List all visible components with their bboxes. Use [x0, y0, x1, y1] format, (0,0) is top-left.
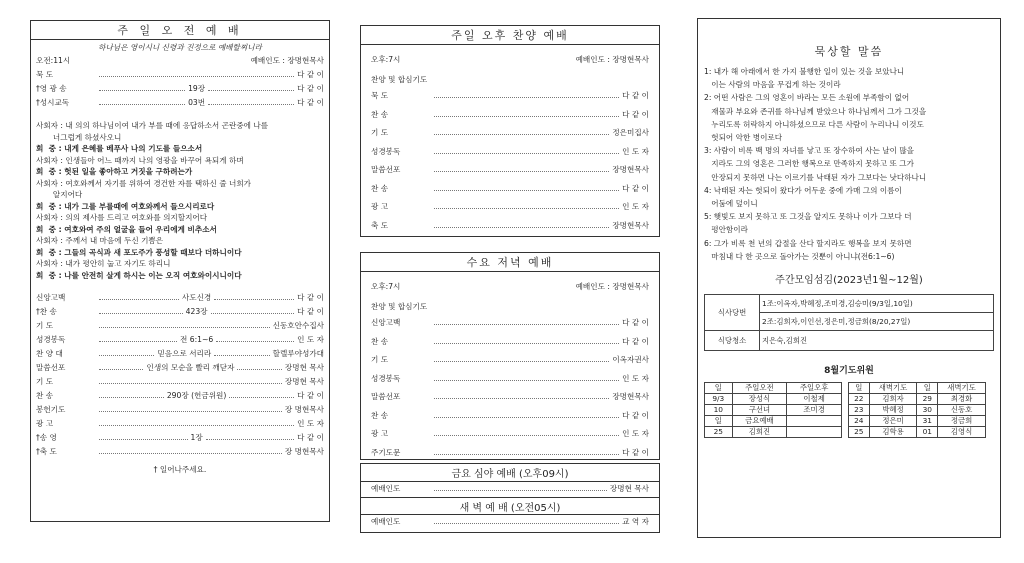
order-person: 다 같 이: [622, 447, 649, 457]
prayer-cell: 01: [917, 427, 938, 438]
prayer-cell: 29: [917, 394, 938, 405]
prayer-cell: 31: [917, 416, 938, 427]
morning-footer: † 일어나주세요.: [153, 465, 207, 474]
morning-title-box: [30, 20, 330, 40]
friday-row-box: [360, 481, 660, 497]
litany-line: 알지어다: [36, 190, 83, 199]
order-row: [371, 407, 649, 426]
order-label: 찬 양 대: [36, 349, 63, 358]
order-row: [36, 431, 324, 445]
order-row: [371, 351, 649, 370]
dawn-row: [371, 515, 649, 529]
litany-line: 회 중 : 내가 그를 부를때에 여호와께서 들으시리로다: [36, 201, 215, 211]
prayer-cell: 정금희: [938, 416, 986, 427]
order-label: 봉헌기도: [36, 405, 66, 414]
meal-label: 식사당번: [705, 295, 760, 331]
prayer-cell: [787, 427, 842, 438]
dawn-who: 교 역 자: [622, 517, 649, 526]
morning-time-row: [36, 54, 324, 68]
order-content: 423장: [185, 307, 208, 316]
prayer-cell: 일: [705, 383, 733, 394]
order-row: [36, 291, 324, 305]
prayer-cell: 김희진: [732, 427, 787, 438]
order-label: 묵 도: [36, 70, 54, 79]
order-person: 인 도 자: [622, 429, 649, 438]
prayer-cell: 30: [917, 405, 938, 416]
meditation-line: 누리도록 허락하지 아니하셨으므로 다른 사람이 누리나니 이것도: [704, 119, 924, 129]
order-row: [36, 68, 324, 82]
leader-dots: [99, 334, 177, 342]
litany-line: 사회자 : 여호와께서 자기를 위하여 경건한 자를 택하신 줄 너희가: [36, 178, 252, 188]
litany-line: 사회자 : 내가 평안히 눕고 자기도 하리니: [36, 259, 171, 268]
prayer-cell: 김희자: [869, 394, 917, 405]
order-content: 03번: [188, 98, 206, 107]
order-content: 290장 (헌금위원): [166, 391, 227, 400]
afternoon-time-row: [371, 53, 649, 67]
litany-line: 회 중 : 내게 은혜를 베푸사 나의 기도를 들으소서: [36, 144, 203, 153]
litany-line: 회 중 : 그들의 곡식과 새 포도주가 풍성할 때보다 더하니이다: [36, 247, 242, 257]
litany-line: 회 중 : 나를 안전히 살게 하시는 이는 오직 여호와이시니이다: [36, 270, 242, 280]
order-person: 장명현목사: [612, 165, 649, 174]
meditation-text: [704, 65, 994, 263]
order-row: [371, 198, 649, 217]
order-label: 찬 송: [371, 336, 389, 346]
afternoon-list: [371, 87, 649, 235]
order-content: 믿음으로 서리라: [157, 349, 212, 358]
leader-dots: [434, 373, 619, 381]
leader-dots: [434, 428, 619, 436]
weekly-table: [704, 294, 994, 351]
friday-label: 예배인도: [371, 484, 401, 493]
weekly-meal-row-1: [705, 295, 994, 313]
litany-line: 너그럽게 하셨사오니: [36, 132, 122, 142]
order-person: 다 같 이: [622, 91, 649, 100]
order-label: 찬 송: [371, 109, 389, 119]
leader-dots: [99, 432, 188, 440]
order-person: 신동호안수집사: [272, 321, 324, 330]
prayer-cell: 새벽기도: [938, 383, 986, 394]
order-row: [36, 347, 324, 361]
leader-dots: [99, 362, 143, 370]
prayer-cell: 김학용: [869, 427, 917, 438]
order-person: 다 같 이: [622, 318, 649, 327]
order-row: [371, 161, 649, 180]
order-label: †영 광 송: [36, 84, 67, 93]
prayer-cell: [787, 416, 842, 427]
meditation-line: 어둠에 덮이니: [704, 199, 758, 209]
order-person: 다 같 이: [622, 183, 649, 193]
prayer-cell: 25: [705, 427, 733, 438]
order-row: [371, 143, 649, 162]
friday-row: [371, 482, 649, 496]
wednesday-time-row: [371, 280, 649, 294]
order-person: 인 도 자: [297, 335, 325, 344]
leader-dots: [208, 83, 294, 91]
prayer-header-row: [705, 416, 842, 427]
order-label: †송 영: [36, 433, 57, 442]
order-label: 말씀선포: [371, 392, 401, 401]
order-label: 성경봉독: [371, 146, 401, 156]
order-label: 찬 송: [36, 391, 54, 400]
order-label: 묵 도: [371, 91, 389, 100]
afternoon-leader: 예배인도 : 장명현목사: [575, 55, 649, 64]
leader-dots: [214, 348, 269, 356]
afternoon-worship-panel: [360, 25, 660, 237]
order-label: 광 고: [371, 202, 389, 211]
prayer-cell: 정은미: [869, 416, 917, 427]
leader-dots: [434, 336, 619, 344]
litany-line: 사회자 : 의의 제사를 드리고 여호와를 의지할지어다: [36, 213, 208, 222]
order-person: 인 도 자: [622, 146, 649, 156]
prayer-left-table: [704, 382, 842, 438]
order-label: 성경봉독: [371, 373, 401, 383]
prayer-header-row: [849, 383, 986, 394]
order-person: 장 명현목사: [284, 405, 324, 414]
litany-line: 사회자 : 내 의의 하나님이여 내가 부를 때에 응답하소서 곤란중에 나를: [36, 121, 269, 130]
wednesday-list: [371, 314, 649, 462]
prayer-cell: 24: [849, 416, 870, 427]
order-label: 말씀선포: [371, 165, 401, 174]
leader-dots: [99, 376, 282, 384]
order-row: [36, 403, 324, 417]
meditation-line: 2: 어떤 사람은 그의 영혼이 바라는 모든 소원에 부족함이 없어: [704, 93, 910, 103]
order-label: 주기도문: [371, 447, 401, 457]
dawn-title: 새 벽 예 배 (오전05시): [459, 502, 561, 514]
leader-dots: [216, 334, 294, 342]
order-row: [371, 124, 649, 143]
meditation-line: 6: 그가 비록 천 년의 갑절을 산다 할지라도 행복을 보지 못하면: [704, 238, 912, 248]
meditation-line: 안장되지 못하면 나는 이르기를 낙태된 자가 그보다는 낫다하나니: [704, 172, 927, 182]
meditation-line: 평안함이라: [704, 225, 748, 235]
prayer-row: [705, 394, 842, 405]
wednesday-intro: 찬양 및 합심기도: [371, 302, 428, 311]
friday-title-box: [360, 463, 660, 481]
leader-dots: [99, 390, 164, 398]
meditation-line: 4: 낙태된 자는 헛되이 왔다가 어두운 중에 가매 그의 이름이: [704, 185, 902, 195]
prayer-cell: 25: [849, 427, 870, 438]
friday-dots: [434, 483, 607, 491]
order-person: 다 같 이: [297, 391, 325, 400]
prayer-cell: 주일오전: [732, 383, 787, 394]
leader-dots: [206, 432, 295, 440]
order-person: 다 같 이: [297, 433, 325, 442]
order-person: 장명현 목사: [284, 377, 324, 386]
meditation-title: 묵상할 말씀: [814, 45, 884, 58]
order-content: 전 6:1~6: [180, 335, 214, 344]
wednesday-body: [360, 272, 660, 460]
litany-line: 회 중 : 헛된 일을 좋아하고 거짓을 구하려는가: [36, 167, 193, 176]
order-person: 장 명현목사: [284, 447, 324, 456]
leader-dots: [99, 348, 154, 356]
wednesday-worship-panel: [360, 252, 660, 460]
leader-dots: [229, 390, 294, 398]
prayer-cell: 구선녀: [732, 405, 787, 416]
order-person: 장명현목사: [612, 220, 649, 230]
order-row: [36, 375, 324, 389]
order-label: 광 고: [371, 429, 389, 438]
morning-time: 오전:11시: [36, 56, 71, 65]
prayer-tables: [704, 382, 994, 438]
afternoon-title: 주일 오후 찬양 예배: [451, 29, 569, 42]
prayer-cell: 일: [849, 383, 870, 394]
prayer-row: [705, 427, 842, 438]
order-label: 찬 송: [371, 410, 389, 420]
leader-dots: [434, 410, 619, 418]
wednesday-title: 수요 저녁 예배: [466, 256, 554, 269]
order-label: 성경봉독: [36, 335, 66, 344]
order-row: [371, 333, 649, 352]
meditation-line: 헛되어 악한 병이로다: [704, 133, 783, 143]
order-person: 다 같 이: [622, 410, 649, 420]
prayer-right-table: [848, 382, 986, 438]
prayer-cell: 일: [917, 383, 938, 394]
friday-who: 장명현 목사: [609, 484, 649, 493]
leader-dots: [99, 418, 294, 426]
order-label: 기 도: [36, 377, 54, 386]
meditation-line: 3: 사람이 비록 백 명의 자녀를 낳고 또 장수하여 사는 날이 많을: [704, 146, 914, 156]
order-person: 인 도 자: [622, 202, 649, 211]
order-person: 다 같 이: [297, 84, 324, 93]
weekly-title: 주간모임섬김(2023년1월~12월): [775, 275, 923, 287]
order-row: [371, 217, 649, 236]
leader-dots: [208, 97, 294, 105]
prayer-cell: 박혜정: [869, 405, 917, 416]
leader-dots: [434, 201, 619, 209]
meditation-line: 재물과 부요와 존귀를 하나님께 받았으나 하나님께서 그가 그것을: [704, 106, 927, 116]
order-person: 인 도 자: [622, 373, 649, 383]
leader-dots: [434, 146, 619, 154]
prayer-cell: 금요예배: [732, 416, 787, 427]
order-label: 찬 송: [371, 183, 389, 193]
meditation-line: 5: 햇빛도 보지 못하고 또 그것을 알지도 못하나 이가 그보다 더: [704, 212, 912, 222]
prayer-cell: 새벽기도: [869, 383, 917, 394]
morning-title: 주 일 오 전 예 배: [117, 24, 243, 37]
morning-bottom-list: [36, 291, 324, 459]
leader-dots: [99, 83, 185, 91]
litany-line: 사회자 : 주께서 내 마음에 두신 기쁨은: [36, 236, 164, 245]
order-content: 사도신경: [181, 293, 212, 302]
order-person: 장명현 목사: [284, 363, 324, 372]
leader-dots: [434, 90, 619, 98]
order-row: [36, 445, 324, 459]
leader-dots: [434, 354, 609, 362]
dawn-dots: [434, 516, 619, 524]
prayer-cell: 신동호: [938, 405, 986, 416]
leader-dots: [99, 404, 282, 412]
prayer-cell: 10: [705, 405, 733, 416]
order-label: 기 도: [36, 321, 54, 330]
order-row: [36, 389, 324, 403]
order-person: 다 같 이: [297, 293, 324, 302]
order-row: [371, 444, 649, 463]
leader-dots: [434, 447, 619, 455]
order-row: [371, 87, 649, 106]
prayer-cell: 주일오후: [787, 383, 842, 394]
leader-dots: [434, 317, 619, 325]
order-label: 말씀선포: [36, 363, 66, 372]
order-label: †찬 송: [36, 307, 57, 316]
order-person: 인 도 자: [297, 419, 324, 428]
order-content: 19장: [188, 84, 206, 93]
afternoon-body: [360, 45, 660, 237]
prayer-cell: 최경화: [938, 394, 986, 405]
dawn-title-box: [360, 497, 660, 515]
clean-who: 지은숙,김희진: [760, 331, 994, 351]
leader-dots: [237, 362, 281, 370]
order-label: 축 도: [371, 220, 389, 230]
prayer-row: [705, 405, 842, 416]
morning-subtitle: 하나님은 영이시니 신령과 진정으로 예배할찌니라: [98, 43, 262, 52]
prayer-row: [849, 427, 986, 438]
leader-dots: [434, 164, 609, 172]
prayer-cell: 조미경: [787, 405, 842, 416]
order-label: 기 도: [371, 355, 389, 364]
morning-worship-panel: [30, 20, 330, 525]
prayer-cell: 일: [705, 416, 733, 427]
order-person: 정은미집사: [612, 128, 649, 137]
order-person: 다 같 이: [622, 109, 649, 119]
order-label: †축 도: [36, 447, 57, 456]
order-row: [371, 314, 649, 333]
order-row: [36, 82, 324, 96]
prayer-cell: 23: [849, 405, 870, 416]
afternoon-title-box: [360, 25, 660, 45]
order-row: [371, 106, 649, 125]
meditation-line: 마침내 다 한 곳으로 돌아가는 것뿐이 아니냐(전6:1~6): [704, 251, 895, 261]
friday-title: 금요 심야 예배 (오후09시): [451, 469, 569, 480]
leader-dots: [434, 183, 619, 191]
order-person: 이옥자권사: [612, 355, 649, 364]
prayer-cell: 9/3: [705, 394, 733, 405]
prayer-cell: 이철제: [787, 394, 842, 405]
prayer-header-row: [705, 383, 842, 394]
leader-dots: [99, 97, 185, 105]
litany-line: 회 중 : 여호와여 주의 얼굴을 들어 우리에게 비추소서: [36, 224, 217, 234]
wednesday-title-box: [360, 252, 660, 272]
afternoon-time: 오후:7시: [371, 55, 401, 64]
order-row: [36, 361, 324, 375]
order-person: 다 같 이: [297, 307, 324, 316]
leader-dots: [99, 69, 294, 77]
order-label: †성시교독: [36, 98, 70, 107]
morning-body: [30, 40, 330, 522]
leader-dots: [99, 306, 183, 314]
order-row: [36, 96, 324, 110]
order-label: 광 고: [36, 419, 54, 428]
leader-dots: [434, 127, 609, 135]
order-row: [36, 319, 324, 333]
order-person: 다 같 이: [622, 336, 649, 346]
wednesday-leader: 예배인도 : 장명현목사: [575, 282, 649, 291]
order-row: [371, 425, 649, 444]
prayer-title: 8월기도위원: [824, 366, 874, 377]
order-person: 할렐루야성가대: [272, 349, 324, 358]
litany-line: 사회자 : 인생들아 어느 때까지 나의 영광을 바꾸어 욕되게 하며: [36, 155, 244, 165]
morning-litany: [36, 120, 324, 281]
order-row: [36, 417, 324, 431]
afternoon-intro: 찬양 및 합심기도: [371, 75, 428, 84]
clean-label: 식당청소: [705, 331, 760, 351]
order-person: 다 같 이: [297, 70, 324, 79]
dawn-row-box: [360, 515, 660, 533]
right-panel: [697, 18, 1001, 538]
leader-dots: [99, 320, 270, 328]
prayer-row: [849, 394, 986, 405]
prayer-row: [849, 416, 986, 427]
order-label: 기 도: [371, 128, 389, 137]
leader-dots: [434, 220, 609, 228]
leader-dots: [99, 446, 282, 454]
friday-dawn-panel: [360, 463, 660, 533]
leader-dots: [434, 109, 619, 117]
order-person: 장명현목사: [612, 392, 649, 401]
order-content: 1장: [190, 433, 203, 442]
order-row: [371, 180, 649, 199]
order-content: 인생의 모순을 빨리 깨닫자: [146, 363, 235, 372]
leader-dots: [434, 391, 609, 399]
morning-leader: 예배인도 : 장명현목사: [250, 56, 324, 65]
meal-group-2: 2조:김희자,이인선,정은미,정금희(8/20,27일): [760, 313, 994, 331]
meditation-line: 이는 사람의 마음을 무겁게 하는 것이라: [704, 80, 841, 90]
prayer-row: [849, 405, 986, 416]
order-row: [36, 305, 324, 319]
order-row: [36, 333, 324, 347]
meditation-line: 1: 내가 해 아래에서 한 가지 불행한 일이 있는 것을 보았나니: [704, 67, 905, 76]
leader-dots: [99, 292, 179, 300]
meditation-line: 지라도 그의 영혼은 그러한 행복으로 만족하지 못하고 또 그가: [704, 159, 914, 169]
wednesday-time: 오후:7시: [371, 282, 401, 291]
leader-dots: [214, 292, 294, 300]
order-row: [371, 388, 649, 407]
prayer-cell: 22: [849, 394, 870, 405]
dawn-label: 예배인도: [371, 517, 401, 526]
order-person: 다 같 이: [297, 98, 324, 107]
order-label: 신앙고백: [36, 293, 66, 302]
order-label: 신앙고백: [371, 318, 401, 327]
meal-group-1: 1조:이옥자,박혜정,조미경,김승미(9/3일,10일): [760, 295, 994, 313]
morning-top-list: [36, 68, 324, 110]
prayer-cell: 김영식: [938, 427, 986, 438]
prayer-cell: 장성식: [732, 394, 787, 405]
weekly-clean-row: [705, 331, 994, 351]
order-row: [371, 370, 649, 389]
leader-dots: [211, 306, 295, 314]
